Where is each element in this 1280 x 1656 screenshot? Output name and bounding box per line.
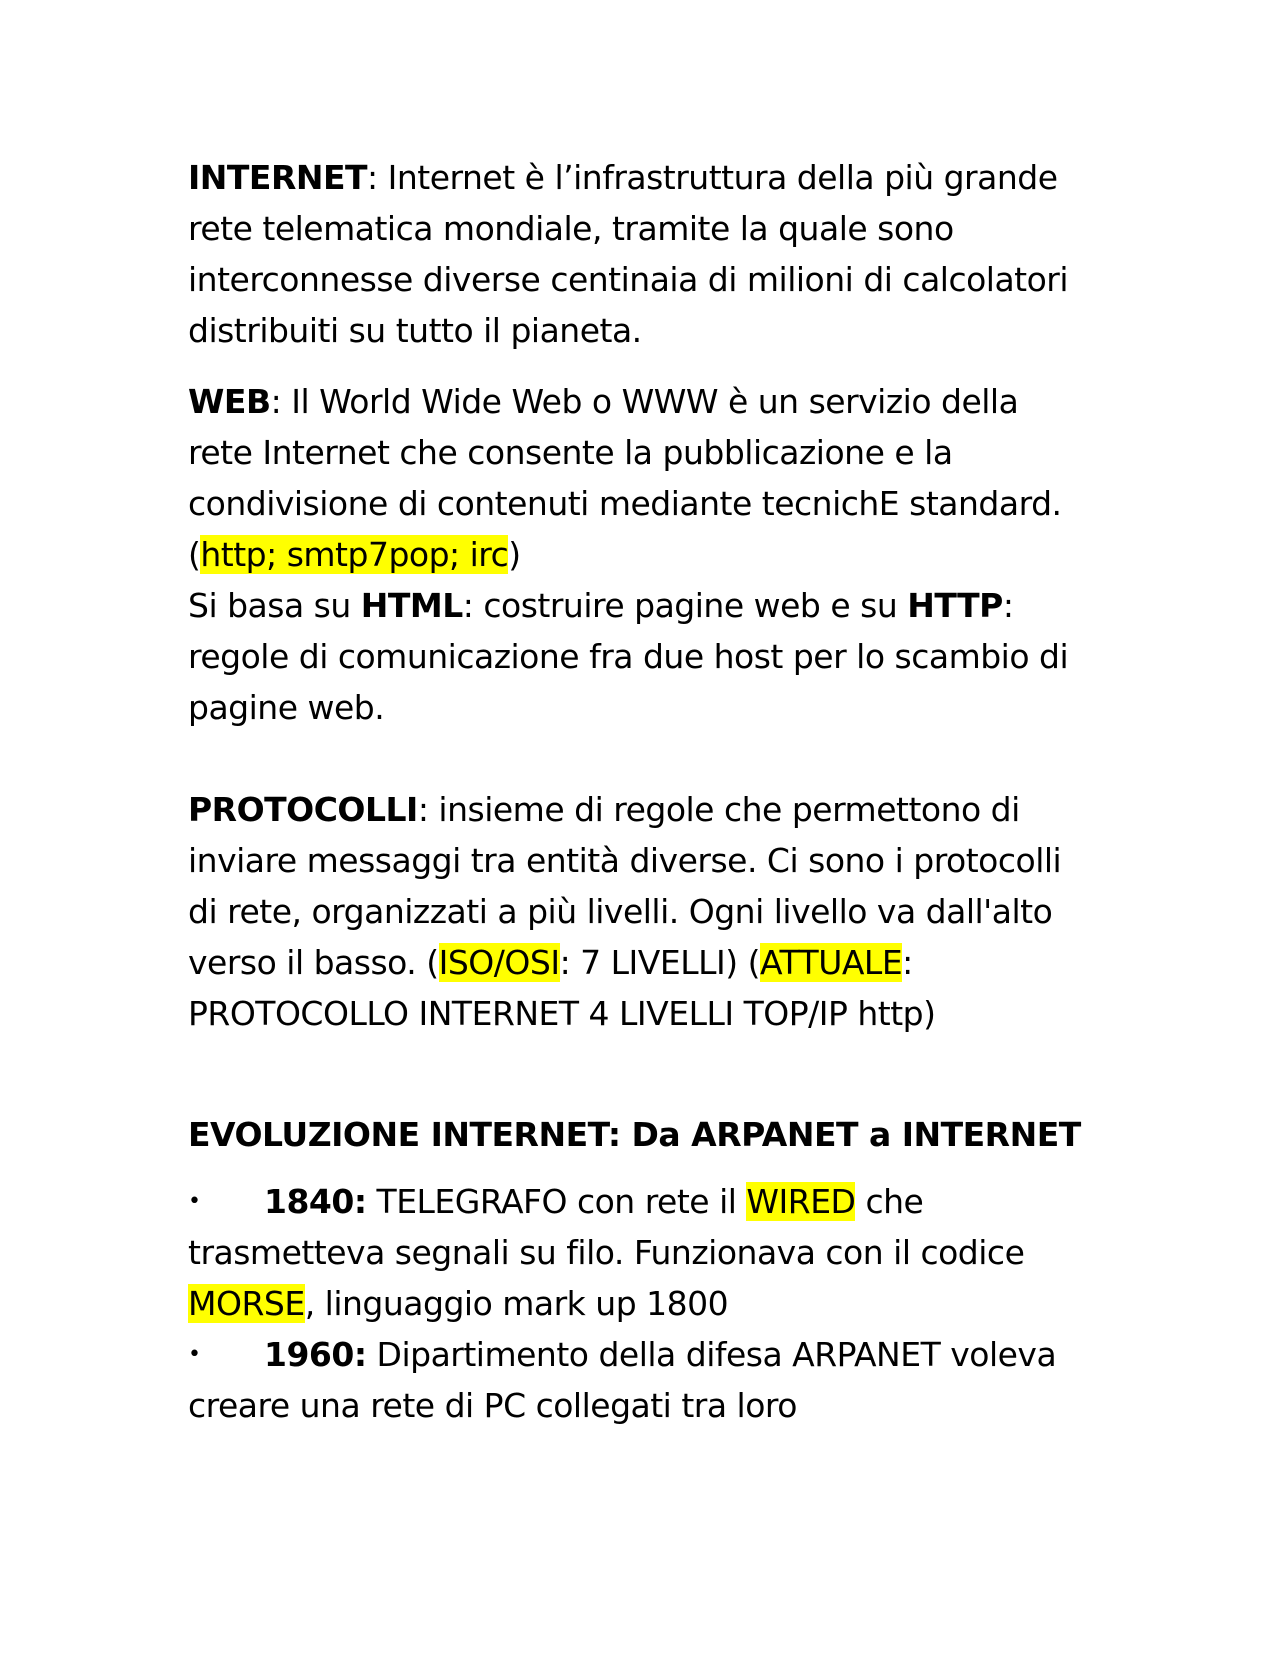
web-line2-a: Si basa su bbox=[188, 586, 361, 625]
document-page bbox=[188, 152, 1088, 1431]
protocolli-text-1: : insieme di regole che permettono di inviare messaggi tra entità diverse. Ci sono i protocolli di rete, organizzati a più livelli. Ogni livello va dall'alto verso il basso. ( bbox=[188, 790, 1062, 982]
list-item bbox=[188, 1176, 1088, 1329]
protocolli-paragraph bbox=[188, 784, 1088, 1039]
list-item bbox=[188, 1329, 1088, 1431]
evoluzione-heading: EVOLUZIONE INTERNET: Da ARPANET a INTERNET bbox=[188, 1115, 1081, 1154]
web-highlight: http; smtp7pop; irc bbox=[200, 535, 509, 574]
protocolli-text-3: : PROTOCOLLO INTERNET 4 LIVELLI TOP/IP http) bbox=[188, 943, 936, 1033]
web-paragraph bbox=[188, 376, 1088, 733]
web-text-2: ) bbox=[508, 535, 521, 574]
web-line2-c: : regole di comunicazione fra due host per lo scambio di pagine web. bbox=[188, 586, 1069, 727]
bullet-icon: • bbox=[188, 1189, 201, 1214]
protocolli-highlight-iso: ISO/OSI bbox=[438, 943, 560, 982]
protocolli-term: PROTOCOLLI bbox=[188, 790, 418, 829]
internet-text: : Internet è l’infrastruttura della più grande rete telematica mondiale, tramite la quale sono interconnesse diverse centinaia di milioni di calcolatori distribuiti su tutto il pianeta. bbox=[188, 158, 1069, 350]
bullet-year: 1960: bbox=[264, 1335, 367, 1374]
bullet-text-b: che trasmetteva segnali su filo. Funzionava con il codice bbox=[188, 1182, 1025, 1272]
internet-term: INTERNET bbox=[188, 158, 368, 197]
bullet-year: 1840: bbox=[264, 1182, 367, 1221]
bullet-icon: • bbox=[188, 1342, 201, 1367]
web-line2-b: : costruire pagine web e su bbox=[462, 586, 908, 625]
protocolli-text-2: : 7 LIVELLI) ( bbox=[559, 943, 760, 982]
protocolli-highlight-attuale: ATTUALE bbox=[759, 943, 903, 982]
bullet-text-c: , linguaggio mark up 1800 bbox=[304, 1284, 729, 1323]
bullet-highlight-morse: MORSE bbox=[188, 1284, 305, 1323]
html-term: HTML bbox=[360, 586, 463, 625]
internet-paragraph bbox=[188, 152, 1088, 356]
bullet-text-a: TELEGRAFO con rete il bbox=[366, 1182, 747, 1221]
http-term: HTTP bbox=[907, 586, 1003, 625]
web-text-1: : Il World Wide Web o WWW è un servizio della rete Internet che consente la pubblicazione e la condivisione di contenuti mediante tecnichE standard. ( bbox=[188, 382, 1062, 574]
bullet-highlight-wired: WIRED bbox=[746, 1182, 856, 1221]
bullet-text-a: Dipartimento della difesa ARPANET voleva creare una rete di PC collegati tra loro bbox=[188, 1335, 1057, 1425]
web-term: WEB bbox=[188, 382, 271, 421]
